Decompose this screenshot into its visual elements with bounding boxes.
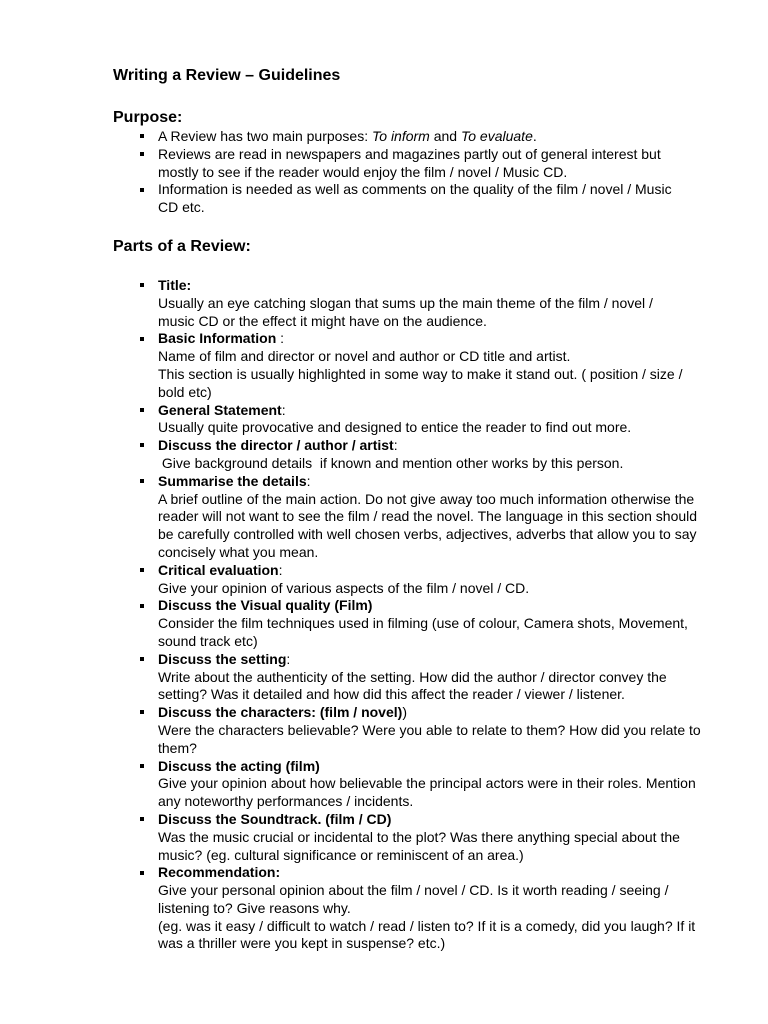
parts-item-heading: [158, 277, 743, 295]
parts-item-line: Name of film and director or novel and author or CD title and artist.: [158, 348, 571, 365]
parts-item-heading: [158, 330, 743, 348]
parts-item-label: General Statement: [158, 401, 282, 418]
parts-item-label-suffix: :: [306, 472, 311, 489]
parts-item-heading: [158, 562, 743, 580]
text-run: and: [429, 128, 461, 144]
parts-item-label-suffix: :: [276, 330, 285, 347]
purpose-item-line: Information is needed as well as comments on the quality of the film / novel / Music: [158, 181, 672, 198]
bullet-icon: [137, 473, 147, 491]
parts-item-line: This section is usually highlighted in some way to make it stand out. ( position / size /: [158, 365, 683, 382]
parts-item-label: Recommendation:: [158, 864, 281, 881]
document-title: Writing a Review – Guidelines: [113, 67, 341, 84]
parts-item-label: Discuss the acting (film): [158, 757, 320, 774]
parts-item-line: setting? Was it detailed and how did this affect the reader / viewer / listener.: [158, 686, 625, 703]
parts-item-line: was a thriller were you kept in suspense? etc.): [158, 935, 446, 952]
parts-item-label-suffix: :: [393, 437, 398, 454]
parts-item-label-suffix: :: [286, 650, 291, 667]
parts-item-heading: [158, 811, 743, 829]
bullet-icon: [137, 128, 147, 146]
parts-item-line: music? (eg. cultural significance or reminiscent of an area.): [158, 846, 524, 863]
purpose-list: [113, 128, 743, 217]
purpose-item-line: [158, 128, 743, 146]
parts-item: [113, 758, 743, 811]
purpose-item: [113, 146, 743, 182]
parts-item-label: Basic Information: [158, 330, 277, 347]
parts-item-label: Discuss the Soundtrack. (film / CD): [158, 810, 392, 827]
parts-item-line: any noteworthy performances / incidents.: [158, 793, 414, 810]
purpose-item-line: Reviews are read in newspapers and magazines partly out of general interest but: [158, 145, 661, 162]
parts-item-line: concisely what you mean.: [158, 543, 319, 560]
purpose-item-line: CD etc.: [158, 199, 205, 216]
bullet-icon: [137, 651, 147, 669]
parts-item-line: Usually an eye catching slogan that sums up the main theme of the film / novel /: [158, 294, 653, 311]
parts-item-line: Consider the film techniques used in filming (use of colour, Camera shots, Movement,: [158, 615, 688, 632]
parts-item-heading: [158, 473, 743, 491]
purpose-item: [113, 128, 743, 146]
parts-item-line: them?: [158, 739, 197, 756]
parts-item-line: be carefully controlled with well chosen verbs, adjectives, adverbs that allow you to say: [158, 526, 697, 543]
parts-item-heading: [158, 402, 743, 420]
text-run: A Review has two main purposes:: [158, 128, 372, 144]
parts-item-line: Were the characters believable? Were you able to relate to them? How did you relate to: [158, 721, 701, 738]
bullet-icon: [137, 330, 147, 348]
parts-item: [113, 651, 743, 704]
parts-item-label: Summarise the details: [158, 472, 307, 489]
parts-item: [113, 811, 743, 864]
parts-item-label: Discuss the setting: [158, 650, 287, 667]
parts-item-line: listening to? Give reasons why.: [158, 899, 351, 916]
parts-item: [113, 277, 743, 330]
parts-item-label: Discuss the Visual quality (Film): [158, 597, 373, 614]
parts-item-line: Was the music crucial or incidental to the plot? Was there anything special about the: [158, 828, 680, 845]
text-run: .: [532, 128, 537, 144]
bullet-icon: [137, 402, 147, 420]
parts-item-line: Give background details if known and mention other works by this person.: [158, 454, 624, 471]
parts-item: [113, 704, 743, 757]
bullet-icon: [137, 146, 147, 164]
parts-item: [113, 437, 743, 473]
parts-item-line: (eg. was it easy / difficult to watch / read / listen to? If it is a comedy, did you laugh? If it: [158, 917, 696, 934]
parts-item: [113, 562, 743, 598]
parts-item-line: sound track etc): [158, 632, 258, 649]
bullet-icon: [137, 704, 147, 722]
parts-item: [113, 864, 743, 953]
parts-item-heading: [158, 704, 743, 722]
parts-item-line: music CD or the effect it might have on the audience.: [158, 312, 487, 329]
parts-item-line: Usually quite provocative and designed to entice the reader to find out more.: [158, 419, 632, 436]
bullet-icon: [137, 597, 147, 615]
parts-item-heading: [158, 864, 743, 882]
parts-item-label-suffix: ): [402, 704, 407, 721]
parts-item-label: Discuss the characters: (film / novel): [158, 704, 403, 721]
parts-item-line: Write about the authenticity of the setting. How did the author / director convey the: [158, 668, 667, 685]
parts-item: [113, 330, 743, 401]
emphasis-inform: To inform: [372, 128, 430, 144]
parts-item-heading: [158, 758, 743, 776]
parts-item-label: Discuss the director / author / artist: [158, 437, 394, 454]
parts-item-label: Critical evaluation: [158, 561, 279, 578]
parts-item-line: bold etc): [158, 383, 212, 400]
parts-item: [113, 597, 743, 650]
bullet-icon: [137, 811, 147, 829]
bullet-icon: [137, 864, 147, 882]
parts-item: [113, 473, 743, 562]
parts-item-heading: [158, 597, 743, 615]
parts-item-line: Give your opinion of various aspects of the film / novel / CD.: [158, 579, 530, 596]
parts-item-line: Give your personal opinion about the film / novel / CD. Is it worth reading / seeing /: [158, 882, 669, 899]
purpose-heading: Purpose:: [113, 109, 183, 126]
parts-item-heading: [158, 437, 743, 455]
parts-heading: Parts of a Review:: [113, 238, 251, 255]
emphasis-evaluate: To evaluate: [460, 128, 533, 144]
purpose-item: [113, 181, 743, 217]
purpose-item-line: mostly to see if the reader would enjoy the film / novel / Music CD.: [158, 163, 568, 180]
parts-list: [113, 277, 743, 953]
bullet-icon: [137, 758, 147, 776]
parts-item-line: Give your opinion about how believable the principal actors were in their roles. Mention: [158, 775, 696, 792]
bullet-icon: [137, 562, 147, 580]
parts-item-label-suffix: :: [281, 401, 286, 418]
parts-item: [113, 402, 743, 438]
parts-item-line: reader will not want to see the film / read the novel. The language in this section should: [158, 508, 698, 525]
bullet-icon: [137, 277, 147, 295]
bullet-icon: [137, 181, 147, 199]
parts-item-label: Title:: [158, 277, 192, 293]
parts-item-heading: [158, 651, 743, 669]
bullet-icon: [137, 437, 147, 455]
parts-item-line: A brief outline of the main action. Do not give away too much information otherwise the: [158, 490, 695, 507]
parts-item-label-suffix: :: [278, 561, 283, 578]
